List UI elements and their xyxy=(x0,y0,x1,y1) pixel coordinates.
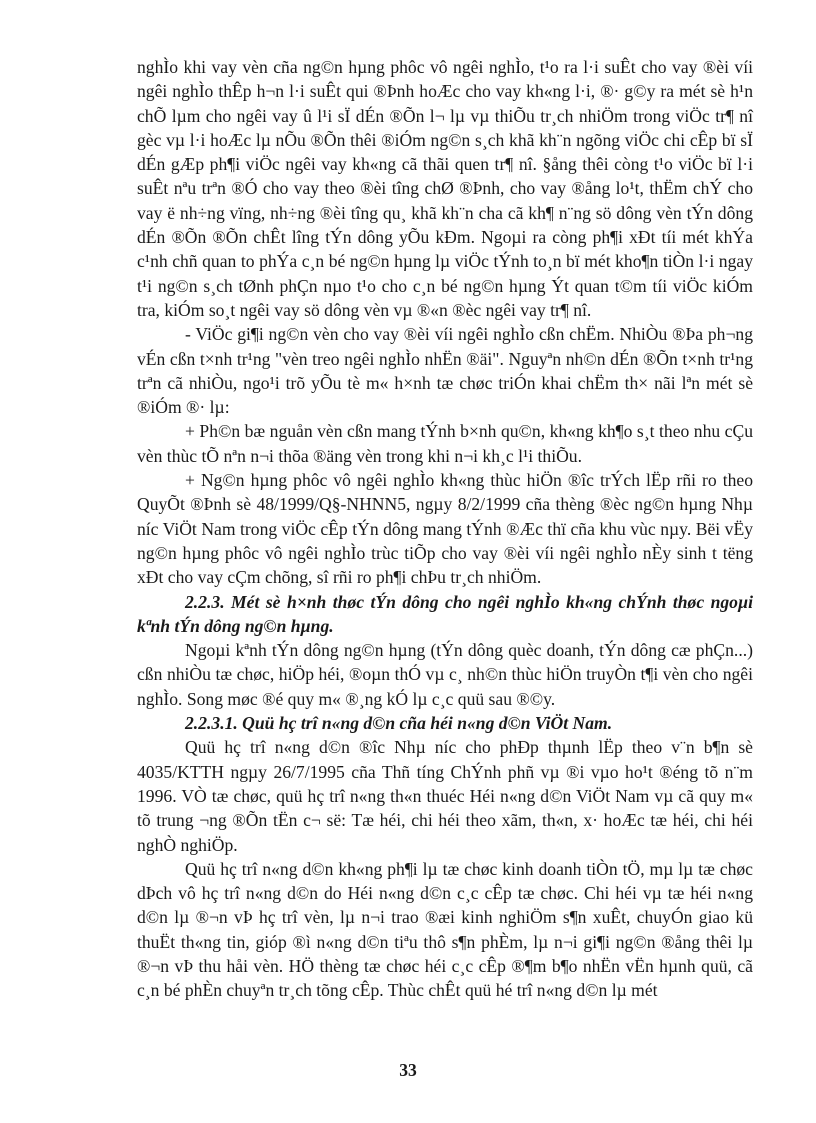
paragraph-5: Ngoµi kªnh tÝn dông ng©n hµng (tÝn dông quèc doanh, tÝn dông cæ phÇn...) cßn nhiÒu tæ chøc, hiÖp héi, ®oµn thÓ vµ c¸ nh©n thùc hiÖn truyÒn t¶i vèn cho ngêi nghÌo. Song møc ®é quy m« ®¸ng kÓ lµ c¸c quü sau ®©y. xyxy=(137,640,753,709)
paragraph-3: + Ph©n bæ nguån vèn cßn mang tÝnh b×nh qu©n, kh«ng kh¶o s¸t theo nhu cÇu vèn thùc tÕ nªn n¬i thõa ®äng vèn trong khi n¬i kh¸c l¹i thiÕu. xyxy=(137,421,753,466)
paragraph-6: Quü hç trî n«ng d©n ®îc Nhµ níc cho phÐp thµnh lËp theo v¨n b¶n sè 4035/KTTH ngµy 26/7/1995 cña Thñ tíng ChÝnh phñ vµ ®i vµo ho¹t ®éng tõ n¨m 1996. VÒ tæ chøc, quü hç trî n«ng th«n thuéc Héi n«ng d©n ViÖt Nam vµ cã quy m« tõ trung ¬ng ®Õn tËn c¬ së: Tæ héi, chi héi theo xãm, th«n, x· hoÆc tæ héi, chi héi nghÒ nghiÖp. xyxy=(137,737,753,855)
page-number: 33 xyxy=(399,1060,417,1080)
paragraph-1: nghÌo khi vay vèn cña ng©n hµng phôc vô ngêi nghÌo, t¹o ra l·i suÊt cho vay ®èi víi ngêi nghÌo thÊp h¬n l·i suÊt qui ®Þnh hoÆc cho vay kh«ng l·i, ®· g©y ra mét sè h¹n chÕ lµm cho ngêi vay û l¹i sÏ dÉn ®Õn l¬ lµ vµ thiÕu tr¸ch nhiÖm trong viÖc tr¶ nî gèc vµ l·i hoÆc lµ nÕu ®Õn thêi ®iÓm ng©n s¸ch khã kh¨n ngõng viÖc chi cÊp bï sÏ dÉn gÆp ph¶i viÖc ngêi vay kh«ng cã thãi quen tr¶ nî. §ång thêi còng t¹o viÖc bï l·i suÊt nªu trªn ®Ó cho vay theo ®èi tîng chØ ®Þnh, cho vay ®ång lo¹t, thËm chÝ cho vay ë nh÷ng vïng, nh÷ng ®èi tîng qu¸ khã kh¨n cha cã kh¶ n¨ng sö dông vèn tÝn dông dÉn ®Õn ®Õn chÊt lîng tÝn dông yÕu kÐm. Ngoµi ra còng ph¶i xÐt tíi mét khÝa c¹nh chñ quan to phÝa c¸n bé ng©n hµng lµ viÖc tÝnh to¸n bï mét kho¶n tiÒn l·i ngay t¹i ng©n s¸ch tØnh phÇn nµo t¹o cho c¸n bé ng©n hµng Ýt quan t©m tíi viÖc kiÓm tra, kiÓm so¸t ngêi vay sö dông vèn vµ ®«n ®èc ngêi vay tr¶ nî. xyxy=(137,57,753,320)
body-text xyxy=(137,55,753,1003)
paragraph-2: - ViÖc gi¶i ng©n vèn cho vay ®èi víi ngêi nghÌo cßn chËm. NhiÒu ®Þa ph¬ng vÉn cßn t×nh tr¹ng "vèn treo ngêi nghÌo nhËn ®äi". Nguyªn nh©n dÉn ®Õn t×nh tr¹ng trªn cã nhiÒu, ngo¹i trõ yÕu tè m« h×nh tæ chøc triÓn khai chËm th× nãi lªn mét sè ®iÓm ®· lµ: xyxy=(137,324,753,418)
paragraph-4: + Ng©n hµng phôc vô ngêi nghÌo kh«ng thùc hiÖn ®îc trÝch lËp rñi ro theo QuyÕt ®Þnh sè 48/1999/Q§-NHNN5, ngµy 8/2/1999 cña thèng ®èc ng©n hµng Nhµ níc ViÖt Nam trong viÖc cÊp tÝn dông mang tÝnh ®Æc thï cña khu vùc nµy. Bëi vËy ng©n hµng phôc vô ngêi nghÌo trùc tiÕp cho vay ®èi víi ngêi nghÌo nÈy sinh t tëng xÐt cho vay cÇm chõng, sî rñi ro ph¶i chÞu tr¸ch nhiÖm. xyxy=(137,470,753,588)
section-heading-2-2-3-1: 2.2.3.1. Quü hç trî n«ng d©n cña héi n«ng d©n ViÖt Nam. xyxy=(185,713,613,734)
section-heading-2-2-3: 2.2.3. Mét sè h×nh thøc tÝn dông cho ngêi nghÌo kh«ng chÝnh thøc ngoµi kªnh tÝn dông ng©n hµng. xyxy=(137,591,753,636)
paragraph-7: Quü hç trî n«ng d©n kh«ng ph¶i lµ tæ chøc kinh doanh tiÒn tÖ, mµ lµ tæ chøc dÞch vô hç trî n«ng d©n do Héi n«ng d©n c¸c cÊp tæ chøc. Chi héi vµ tæ héi n«ng d©n lµ ®¬n vÞ hç trî vèn, lµ n¬i trao ®æi kinh nghiÖm s¶n xuÊt, chuyÓn giao kü thuËt th«ng tin, gióp ®ì n«ng d©n tiªu thô s¶n phÈm, lµ n¬i gi¶i ng©n ®ång thêi lµ ®¬n vÞ thu håi vèn. HÖ thèng tæ chøc héi c¸c cÊp ®¶m b¶o nhËn vËn hµnh quü, cã c¸n bé phÈn chuyªn tr¸ch tõng cÊp. Thùc chÊt quü hé trî n«ng d©n lµ mét xyxy=(137,858,753,1001)
